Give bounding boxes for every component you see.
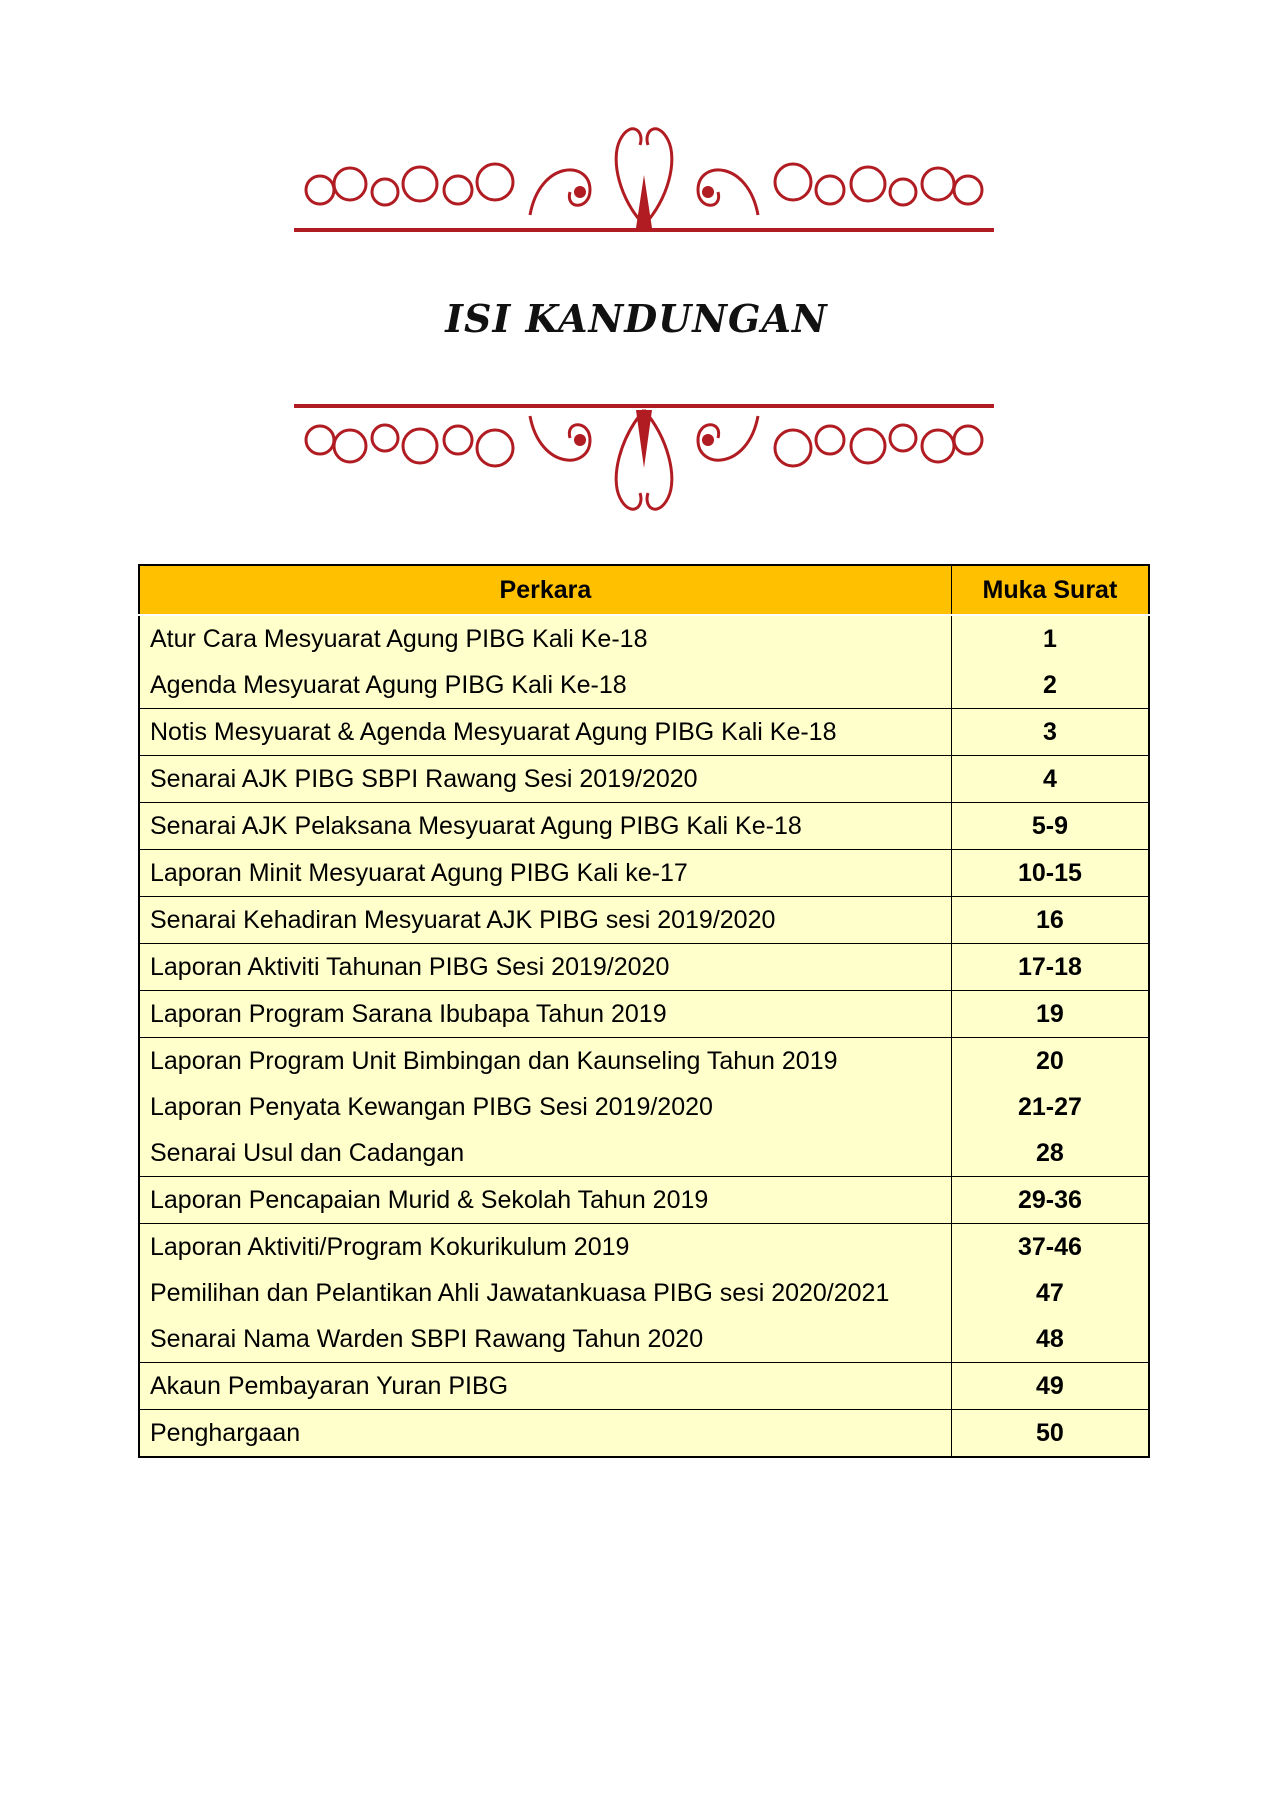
row-page: 28 [951, 1130, 1149, 1177]
row-page: 17-18 [951, 944, 1149, 991]
row-item: Laporan Aktiviti/Program Kokurikulum 2019 [139, 1224, 951, 1271]
table-row [139, 1177, 1149, 1224]
ornament-bottom-divider [290, 398, 998, 526]
row-item: Senarai Kehadiran Mesyuarat AJK PIBG sesi 2019/2020 [139, 897, 951, 944]
row-page: 10-15 [951, 850, 1149, 897]
row-item: Laporan Program Unit Bimbingan dan Kaunseling Tahun 2019 [139, 1038, 951, 1085]
table-row [139, 803, 1149, 850]
row-item: Laporan Aktiviti Tahunan PIBG Sesi 2019/2020 [139, 944, 951, 991]
ornament-top-divider [290, 120, 998, 240]
row-page: 4 [951, 756, 1149, 803]
row-item: Penghargaan [139, 1410, 951, 1458]
table-row [139, 1224, 1149, 1271]
row-item: Notis Mesyuarat & Agenda Mesyuarat Agung PIBG Kali Ke-18 [139, 709, 951, 756]
row-page: 16 [951, 897, 1149, 944]
table-row [139, 1410, 1149, 1458]
row-page: 2 [951, 662, 1149, 709]
row-page: 50 [951, 1410, 1149, 1458]
table-row [139, 615, 1149, 662]
row-item: Senarai Usul dan Cadangan [139, 1130, 951, 1177]
table-row [139, 1363, 1149, 1410]
row-page: 5-9 [951, 803, 1149, 850]
row-page: 29-36 [951, 1177, 1149, 1224]
table-header-row [139, 565, 1149, 615]
table-row [139, 944, 1149, 991]
row-page: 19 [951, 991, 1149, 1038]
table-row [139, 1038, 1149, 1085]
table-row [139, 1130, 1149, 1177]
table-row [139, 1084, 1149, 1130]
row-page: 21-27 [951, 1084, 1149, 1130]
row-page: 37-46 [951, 1224, 1149, 1271]
row-item: Agenda Mesyuarat Agung PIBG Kali Ke-18 [139, 662, 951, 709]
table-row [139, 756, 1149, 803]
row-item: Senarai Nama Warden SBPI Rawang Tahun 2020 [139, 1316, 951, 1363]
row-item: Senarai AJK PIBG SBPI Rawang Sesi 2019/2020 [139, 756, 951, 803]
table-row [139, 991, 1149, 1038]
column-header-muka-surat: Muka Surat [951, 565, 1149, 615]
row-page: 3 [951, 709, 1149, 756]
row-item: Akaun Pembayaran Yuran PIBG [139, 1363, 951, 1410]
table-row [139, 1316, 1149, 1363]
page-title: ISI KANDUNGAN [445, 296, 828, 341]
table-row [139, 850, 1149, 897]
table-row [139, 897, 1149, 944]
row-item: Laporan Minit Mesyuarat Agung PIBG Kali ke-17 [139, 850, 951, 897]
row-item: Senarai AJK Pelaksana Mesyuarat Agung PIBG Kali Ke-18 [139, 803, 951, 850]
row-page: 49 [951, 1363, 1149, 1410]
row-page: 47 [951, 1270, 1149, 1316]
row-item: Atur Cara Mesyuarat Agung PIBG Kali Ke-18 [139, 615, 951, 662]
column-header-perkara: Perkara [139, 565, 951, 615]
row-page: 48 [951, 1316, 1149, 1363]
table-of-contents [138, 564, 1150, 1458]
row-item: Laporan Program Sarana Ibubapa Tahun 2019 [139, 991, 951, 1038]
row-item: Laporan Pencapaian Murid & Sekolah Tahun 2019 [139, 1177, 951, 1224]
table-row [139, 709, 1149, 756]
row-item: Pemilihan dan Pelantikan Ahli Jawatankuasa PIBG sesi 2020/2021 [139, 1270, 951, 1316]
table-row [139, 662, 1149, 709]
row-page: 1 [951, 615, 1149, 662]
table-row [139, 1270, 1149, 1316]
row-item: Laporan Penyata Kewangan PIBG Sesi 2019/2020 [139, 1084, 951, 1130]
row-page: 20 [951, 1038, 1149, 1085]
